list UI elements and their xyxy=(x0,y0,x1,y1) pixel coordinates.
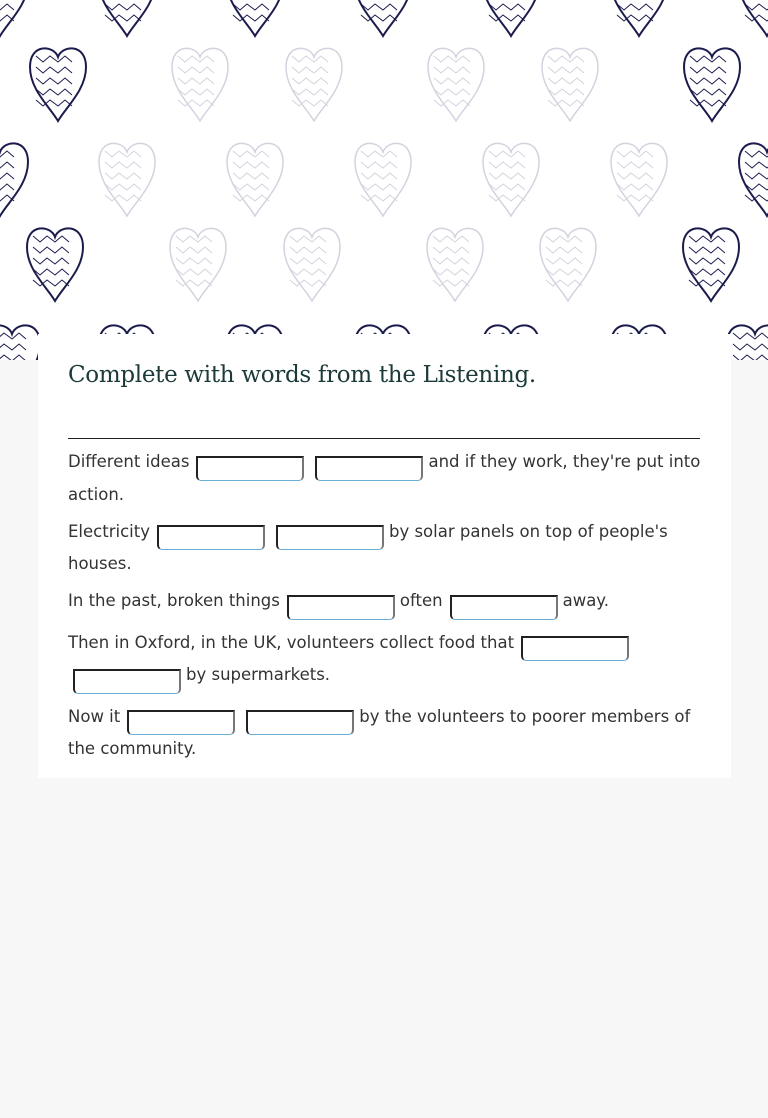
heart-pattern-line xyxy=(689,247,725,253)
heart-pattern-line xyxy=(546,280,582,286)
heart-pattern-line xyxy=(105,4,141,10)
heart-pattern-line xyxy=(689,269,725,275)
sentence-text: often xyxy=(399,591,443,610)
gap-input[interactable] xyxy=(521,636,629,661)
heart-pattern-line xyxy=(689,236,725,242)
heart-pattern-line xyxy=(617,195,653,201)
heart-pattern-line xyxy=(733,344,768,350)
heart-pattern-line xyxy=(617,151,653,157)
heart-pattern-line xyxy=(617,173,653,179)
heart-icon xyxy=(427,228,483,301)
heart-pattern-line xyxy=(433,236,469,242)
heart-pattern-line xyxy=(434,67,470,73)
heart-pattern-line xyxy=(489,195,525,201)
hearts-pattern-icon xyxy=(0,0,768,360)
heart-pattern-line xyxy=(434,89,470,95)
heart-icon xyxy=(0,325,40,360)
heart-icon xyxy=(30,48,86,121)
gap-input[interactable] xyxy=(276,525,384,550)
heart-pattern-line xyxy=(176,280,212,286)
sentence-1 xyxy=(68,448,704,509)
heart-pattern-line xyxy=(292,78,328,84)
heart-pattern-line xyxy=(178,100,214,106)
heart-pattern-line xyxy=(233,173,269,179)
heart-pattern-line xyxy=(0,4,14,10)
heart-icon xyxy=(227,143,283,216)
sentence-text: by solar panels on top of people's houses. xyxy=(68,521,668,573)
heart-pattern-line xyxy=(105,184,141,190)
heart-pattern-line xyxy=(433,247,469,253)
heart-pattern-line xyxy=(546,236,582,242)
heart-pattern-line xyxy=(178,78,214,84)
heart-pattern-line xyxy=(548,78,584,84)
heart-icon xyxy=(684,48,740,121)
heart-pattern-line xyxy=(361,184,397,190)
sentence-3 xyxy=(68,587,704,620)
heart-pattern-line xyxy=(0,344,26,350)
heart-pattern-line xyxy=(105,162,141,168)
heart-pattern-line xyxy=(0,184,14,190)
heart-icon xyxy=(99,143,155,216)
heart-pattern-line xyxy=(292,100,328,106)
heart-pattern-line xyxy=(745,151,768,157)
heart-icon xyxy=(172,48,228,121)
hearts-banner xyxy=(0,0,768,360)
heart-pattern-line xyxy=(617,162,653,168)
heart-pattern-line xyxy=(433,258,469,264)
sentence-text: away. xyxy=(562,591,609,610)
heart-pattern-line xyxy=(292,67,328,73)
heart-pattern-line xyxy=(105,195,141,201)
heart-pattern-line xyxy=(105,173,141,179)
gap-input[interactable] xyxy=(127,710,235,735)
heart-pattern-line xyxy=(36,67,72,73)
heart-pattern-line xyxy=(0,151,14,157)
heart-pattern-line xyxy=(617,15,653,21)
heart-pattern-line xyxy=(361,173,397,179)
heart-pattern-line xyxy=(292,89,328,95)
heart-pattern-line xyxy=(233,195,269,201)
heart-pattern-line xyxy=(0,355,26,360)
heart-icon xyxy=(286,48,342,121)
heart-pattern-line xyxy=(233,15,269,21)
sentence-text: Then in Oxford, in the UK, volunteers collect food that xyxy=(68,632,515,652)
heart-pattern-line xyxy=(361,151,397,157)
gap-input[interactable] xyxy=(315,456,423,481)
heart-icon xyxy=(611,143,667,216)
heart-pattern-line xyxy=(690,100,726,106)
heart-pattern-line xyxy=(548,100,584,106)
heart-pattern-line xyxy=(489,184,525,190)
heart-pattern-line xyxy=(689,258,725,264)
heart-pattern-line xyxy=(361,195,397,201)
heart-icon xyxy=(483,143,539,216)
heart-pattern-line xyxy=(290,269,326,275)
heart-icon xyxy=(284,228,340,301)
heart-pattern-line xyxy=(489,173,525,179)
sentence-text: Now it xyxy=(68,706,121,726)
heart-pattern-line xyxy=(178,67,214,73)
heart-pattern-line xyxy=(33,247,69,253)
heart-icon xyxy=(540,228,596,301)
heart-pattern-line xyxy=(546,269,582,275)
heart-pattern-line xyxy=(105,151,141,157)
heart-pattern-line xyxy=(33,269,69,275)
gap-input[interactable] xyxy=(450,595,558,620)
heart-pattern-line xyxy=(617,4,653,10)
heart-pattern-line xyxy=(733,333,768,339)
heart-pattern-line xyxy=(433,280,469,286)
exercise-title: Complete with words from the Listening. xyxy=(68,362,536,388)
heart-pattern-line xyxy=(434,78,470,84)
heart-pattern-line xyxy=(105,15,141,21)
heart-icon xyxy=(683,228,739,301)
heart-icon xyxy=(0,143,28,216)
heart-pattern-line xyxy=(290,258,326,264)
heart-pattern-line xyxy=(361,15,397,21)
heart-icon xyxy=(428,48,484,121)
heart-pattern-line xyxy=(176,247,212,253)
heart-pattern-line xyxy=(434,100,470,106)
heart-pattern-line xyxy=(733,355,768,360)
heart-pattern-line xyxy=(489,15,525,21)
heart-pattern-line xyxy=(36,89,72,95)
exercise-card xyxy=(38,334,731,778)
heart-pattern-line xyxy=(33,258,69,264)
heart-pattern-line xyxy=(36,56,72,62)
heart-pattern-line xyxy=(33,236,69,242)
heart-pattern-line xyxy=(233,184,269,190)
sentence-text: Electricity xyxy=(68,521,150,541)
sentence-2 xyxy=(68,518,704,579)
heart-pattern-line xyxy=(690,78,726,84)
sentence-text: Different ideas xyxy=(68,452,190,471)
sentence-text: In the past, broken things xyxy=(68,591,280,610)
heart-pattern-line xyxy=(33,280,69,286)
heart-pattern-line xyxy=(233,151,269,157)
heart-icon xyxy=(170,228,226,301)
heart-pattern-line xyxy=(290,236,326,242)
heart-pattern-line xyxy=(176,269,212,275)
heart-pattern-line xyxy=(690,67,726,73)
gap-input[interactable] xyxy=(157,525,265,550)
gap-input[interactable] xyxy=(287,595,395,620)
heart-pattern-line xyxy=(546,258,582,264)
heart-pattern-line xyxy=(548,67,584,73)
heart-pattern-line xyxy=(176,258,212,264)
heart-pattern-line xyxy=(489,151,525,157)
heart-icon xyxy=(355,143,411,216)
heart-pattern-line xyxy=(433,269,469,275)
heart-pattern-line xyxy=(689,280,725,286)
heart-pattern-line xyxy=(617,184,653,190)
gap-input[interactable] xyxy=(196,456,304,481)
heart-pattern-line xyxy=(361,4,397,10)
heart-pattern-line xyxy=(489,4,525,10)
heart-pattern-line xyxy=(690,89,726,95)
heart-pattern-line xyxy=(361,162,397,168)
heart-icon xyxy=(27,228,83,301)
heart-pattern-line xyxy=(292,56,328,62)
heart-pattern-line xyxy=(546,247,582,253)
divider xyxy=(68,438,700,439)
heart-pattern-line xyxy=(36,100,72,106)
heart-pattern-line xyxy=(290,247,326,253)
heart-pattern-line xyxy=(548,89,584,95)
sentence-text: by the volunteers to poorer members of the community. xyxy=(68,706,691,758)
exercise-items xyxy=(68,448,704,772)
sentence-text: and if they work, they're put into action. xyxy=(68,452,701,504)
heart-pattern-line xyxy=(233,162,269,168)
heart-pattern-line xyxy=(176,236,212,242)
heart-pattern-line xyxy=(290,280,326,286)
gap-input[interactable] xyxy=(246,710,354,735)
sentence-text: by supermarkets. xyxy=(186,665,331,684)
heart-pattern-line xyxy=(745,162,768,168)
heart-pattern-line xyxy=(745,173,768,179)
heart-pattern-line xyxy=(0,173,14,179)
heart-pattern-line xyxy=(233,4,269,10)
sentence-5 xyxy=(68,703,704,764)
heart-pattern-line xyxy=(548,56,584,62)
gap-input[interactable] xyxy=(73,669,181,694)
heart-icon xyxy=(542,48,598,121)
heart-pattern-line xyxy=(178,89,214,95)
heart-pattern-line xyxy=(178,56,214,62)
heart-pattern-line xyxy=(0,162,14,168)
sentence-4 xyxy=(68,629,704,694)
heart-pattern-line xyxy=(690,56,726,62)
heart-pattern-line xyxy=(36,78,72,84)
heart-pattern-line xyxy=(489,162,525,168)
heart-pattern-line xyxy=(434,56,470,62)
